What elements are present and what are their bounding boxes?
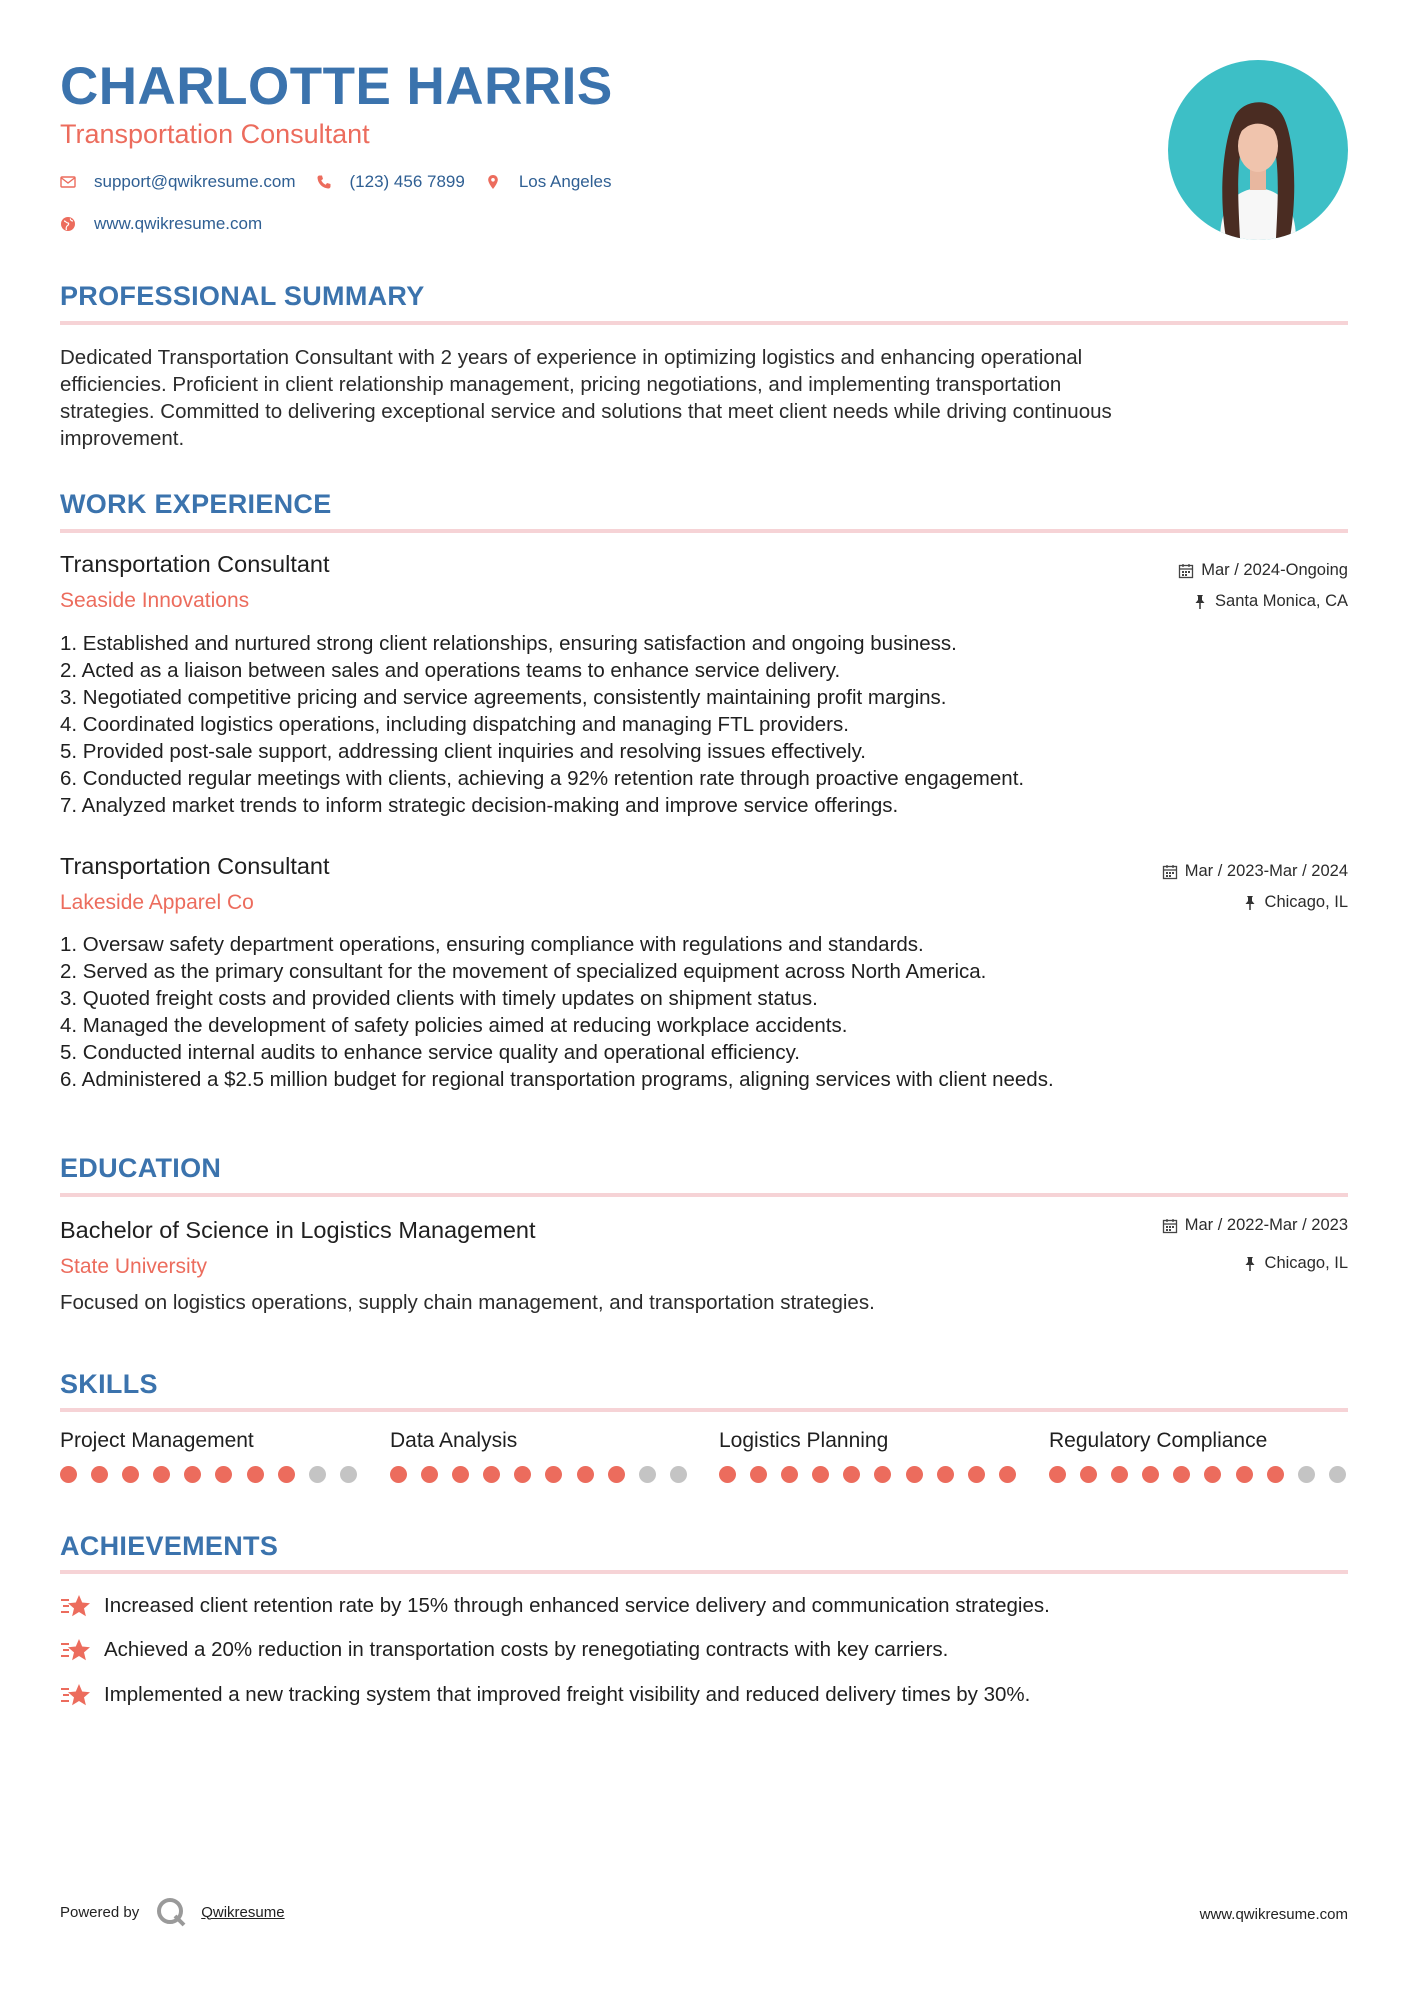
calendar-icon — [1178, 563, 1194, 579]
rating-dot-empty — [340, 1466, 357, 1483]
job-dates — [1162, 862, 1348, 882]
skill-item — [60, 1428, 360, 1453]
job-bullets — [60, 630, 1310, 819]
rating-dot-filled — [60, 1466, 77, 1483]
job-bullets — [60, 931, 1310, 1093]
job-title: Transportation Consultant — [60, 551, 330, 577]
envelope-icon — [60, 174, 76, 190]
rating-dot-filled — [750, 1466, 767, 1483]
rating-dot-empty — [639, 1466, 656, 1483]
summary-line: improvement. — [60, 427, 185, 450]
contact-row-web — [60, 214, 282, 234]
section-divider — [60, 1408, 1348, 1412]
list-item: 6. Administered a $2.5 million budget for regional transportation programs, aligning services with client needs. — [60, 1068, 1054, 1091]
rating-dot-filled — [874, 1466, 891, 1483]
location-text: Chicago, IL — [1264, 1254, 1348, 1272]
skill-rating — [390, 1466, 701, 1483]
rating-dot-filled — [1111, 1466, 1128, 1483]
job-company: Seaside Innovations — [60, 589, 250, 612]
rating-dot-filled — [843, 1466, 860, 1483]
job-company: Lakeside Apparel Co — [60, 891, 254, 914]
rating-dot-filled — [937, 1466, 954, 1483]
skill-item — [390, 1428, 690, 1453]
list-item: 2. Served as the primary consultant for the movement of specialized equipment across North America. — [60, 960, 987, 983]
rating-dot-filled — [1080, 1466, 1097, 1483]
skill-name: Regulatory Compliance — [1049, 1429, 1268, 1452]
rating-dot-empty — [1329, 1466, 1346, 1483]
footer-website[interactable]: www.qwikresume.com — [1199, 1906, 1348, 1923]
footer-powered-by — [60, 1896, 285, 1928]
skill-name: Data Analysis — [390, 1429, 518, 1452]
degree-title: Bachelor of Science in Logistics Management — [60, 1217, 536, 1243]
achievement-text: Increased client retention rate by 15% through enhanced service delivery and communication strategies. — [104, 1594, 1050, 1617]
rating-dot-filled — [91, 1466, 108, 1483]
rating-dot-filled — [545, 1466, 562, 1483]
list-item: 7. Analyzed market trends to inform strategic decision-making and improve service offerings. — [60, 794, 899, 817]
skill-item — [1049, 1428, 1349, 1453]
rating-dot-empty — [670, 1466, 687, 1483]
globe-icon — [60, 216, 76, 232]
education-location — [1242, 1254, 1348, 1274]
powered-by-label: Powered by — [60, 1903, 140, 1921]
list-item: 5. Provided post-sale support, addressing client inquiries and resolving issues effectively. — [60, 740, 867, 763]
rating-dot-filled — [421, 1466, 438, 1483]
rating-dot-empty — [1298, 1466, 1315, 1483]
rating-dot-filled — [999, 1466, 1016, 1483]
section-heading-summary: PROFESSIONAL SUMMARY — [60, 281, 425, 311]
rating-dot-filled — [1049, 1466, 1066, 1483]
qwikresume-logo-icon — [155, 1896, 187, 1928]
skill-rating — [60, 1466, 371, 1483]
rating-dot-filled — [247, 1466, 264, 1483]
rating-dot-filled — [452, 1466, 469, 1483]
rating-dot-filled — [122, 1466, 139, 1483]
location-text: Chicago, IL — [1264, 893, 1348, 911]
rating-dot-filled — [1267, 1466, 1284, 1483]
avatar — [1168, 60, 1348, 240]
education-dates — [1162, 1216, 1348, 1236]
achievement-text: Achieved a 20% reduction in transportation costs by renegotiating contracts with key carriers. — [104, 1638, 949, 1661]
star-badge-icon — [60, 1636, 92, 1664]
rating-dot-filled — [1236, 1466, 1253, 1483]
contact-website[interactable] — [60, 214, 262, 234]
list-item: 3. Quoted freight costs and provided clients with timely updates on shipment status. — [60, 987, 818, 1010]
email-text[interactable]: support@qwikresume.com — [94, 172, 296, 191]
list-item: 5. Conducted internal audits to enhance service quality and operational efficiency. — [60, 1041, 800, 1064]
calendar-icon — [1162, 864, 1178, 880]
dates-text: Mar / 2022-Mar / 2023 — [1184, 1216, 1348, 1234]
skill-rating — [719, 1466, 1030, 1483]
job-location — [1192, 592, 1348, 612]
rating-dot-filled — [719, 1466, 736, 1483]
rating-dot-filled — [390, 1466, 407, 1483]
rating-dot-filled — [1142, 1466, 1159, 1483]
contact-row — [60, 172, 631, 192]
rating-dot-filled — [577, 1466, 594, 1483]
skill-rating — [1049, 1466, 1360, 1483]
achievement-item — [60, 1681, 1030, 1709]
summary-line: strategies. Committed to delivering exceptional service and solutions that meet client needs while driving continuous — [60, 400, 1112, 423]
calendar-icon — [1162, 1218, 1178, 1234]
rating-dot-filled — [278, 1466, 295, 1483]
summary-text — [60, 344, 1300, 452]
achievement-text: Implemented a new tracking system that improved freight visibility and reduced delivery times by 30%. — [104, 1683, 1031, 1706]
star-badge-icon — [60, 1681, 92, 1709]
pushpin-icon — [1242, 895, 1258, 911]
dates-text: Mar / 2024-Ongoing — [1201, 561, 1348, 579]
education-description: Focused on logistics operations, supply chain management, and transportation strategies. — [60, 1291, 875, 1314]
rating-dot-filled — [608, 1466, 625, 1483]
rating-dot-empty — [309, 1466, 326, 1483]
summary-line: Dedicated Transportation Consultant with 2 years of experience in optimizing logistics and enhancing operational — [60, 346, 1083, 369]
rating-dot-filled — [1204, 1466, 1221, 1483]
list-item: 1. Oversaw safety department operations, ensuring compliance with regulations and standards. — [60, 933, 924, 956]
candidate-name: CHARLOTTE HARRIS — [60, 57, 613, 116]
pushpin-icon — [1192, 594, 1208, 610]
rating-dot-filled — [812, 1466, 829, 1483]
rating-dot-filled — [781, 1466, 798, 1483]
job-location — [1242, 893, 1348, 913]
list-item: 6. Conducted regular meetings with clients, achieving a 92% retention rate through proactive engagement. — [60, 767, 1025, 790]
skill-item — [719, 1428, 1019, 1453]
skill-name: Project Management — [60, 1429, 254, 1452]
contact-email[interactable] — [60, 172, 296, 192]
map-pin-icon — [485, 174, 501, 190]
list-item: 1. Established and nurtured strong client relationships, ensuring satisfaction and ongoing business. — [60, 632, 957, 655]
rating-dot-filled — [215, 1466, 232, 1483]
rating-dot-filled — [968, 1466, 985, 1483]
list-item: 2. Acted as a liaison between sales and operations teams to enhance service delivery. — [60, 659, 841, 682]
rating-dot-filled — [906, 1466, 923, 1483]
candidate-title: Transportation Consultant — [60, 119, 370, 149]
job-dates — [1178, 561, 1348, 581]
rating-dot-filled — [1173, 1466, 1190, 1483]
school-name: State University — [60, 1255, 208, 1278]
rating-dot-filled — [153, 1466, 170, 1483]
list-item: 4. Managed the development of safety policies aimed at reducing workplace accidents. — [60, 1014, 848, 1037]
star-badge-icon — [60, 1592, 92, 1620]
section-divider — [60, 321, 1348, 325]
phone-text[interactable]: (123) 456 7899 — [349, 172, 465, 191]
section-divider — [60, 529, 1348, 533]
section-divider — [60, 1570, 1348, 1574]
location-text: Los Angeles — [518, 172, 612, 191]
list-item: 4. Coordinated logistics operations, including dispatching and managing FTL providers. — [60, 713, 849, 736]
section-divider — [60, 1193, 1348, 1197]
contact-phone[interactable] — [316, 172, 465, 192]
summary-line: efficiencies. Proficient in client relationship management, pricing negotiations, and implementing transportation — [60, 373, 1062, 396]
website-text[interactable]: www.qwikresume.com — [94, 214, 263, 233]
pushpin-icon — [1242, 1256, 1258, 1272]
section-heading-achievements: ACHIEVEMENTS — [60, 1531, 279, 1561]
achievement-item — [60, 1592, 1050, 1620]
skill-name: Logistics Planning — [719, 1429, 889, 1452]
qwikresume-link[interactable]: Qwikresume — [201, 1903, 285, 1921]
section-heading-experience: WORK EXPERIENCE — [60, 489, 332, 519]
phone-icon — [316, 174, 332, 190]
section-heading-skills: SKILLS — [60, 1369, 158, 1399]
rating-dot-filled — [483, 1466, 500, 1483]
job-title: Transportation Consultant — [60, 853, 330, 879]
dates-text: Mar / 2023-Mar / 2024 — [1184, 862, 1348, 880]
rating-dot-filled — [184, 1466, 201, 1483]
achievement-item — [60, 1636, 948, 1664]
contact-location — [485, 172, 612, 192]
list-item: 3. Negotiated competitive pricing and service agreements, consistently maintaining profit margins. — [60, 686, 947, 709]
section-heading-education: EDUCATION — [60, 1153, 222, 1183]
rating-dot-filled — [514, 1466, 531, 1483]
location-text: Santa Monica, CA — [1215, 592, 1348, 610]
